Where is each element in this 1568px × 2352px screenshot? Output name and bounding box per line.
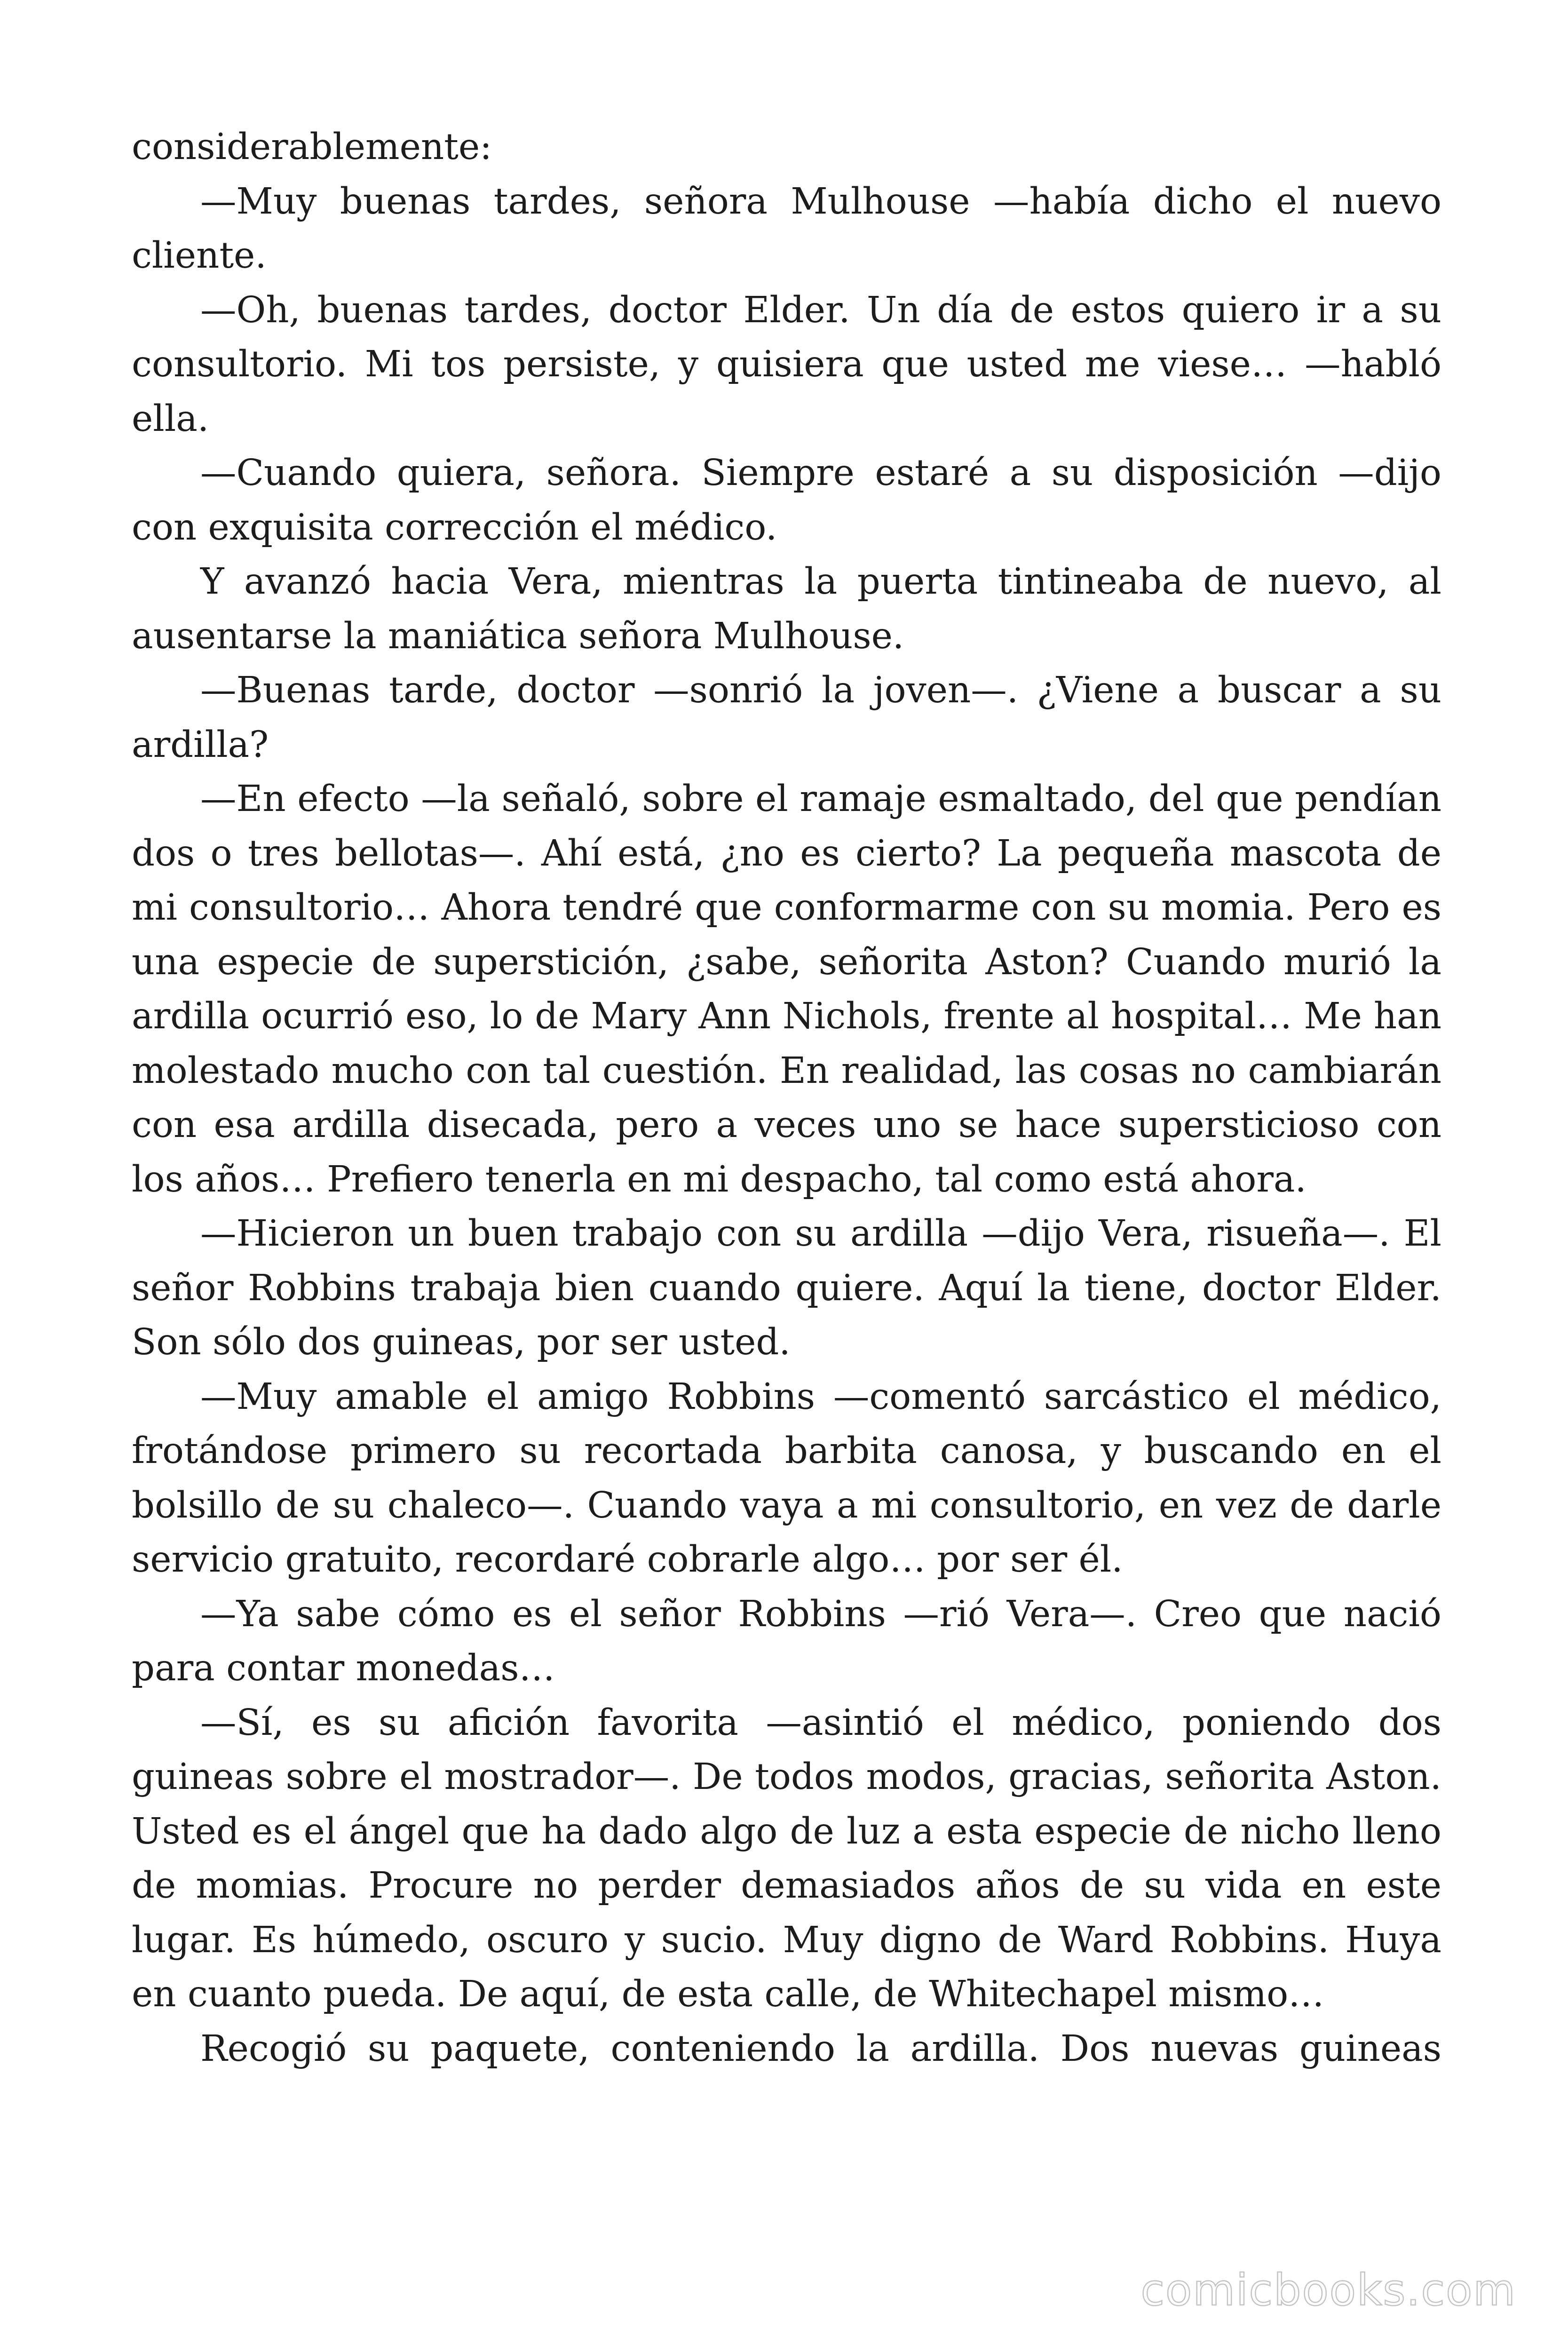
paragraph: Recogió su paquete, conteniendo la ardilla. Dos nuevas guineas <box>200 2027 1441 2070</box>
paragraph: —En efecto —la señaló, sobre el ramaje esmaltado, del que pendían dos o tres bellotas—. Ahí está, ¿no es cierto? La pequeña mascota de mi consultorio… Ahora tendré que conformarme con su momia. Pero es una especie de superstición, ¿sabe, señorita Aston? Cuando murió la ardilla ocurrió eso, lo de Mary Ann Nichols, frente al hospital… Me han molestado mucho con tal cuestión. En realidad, las cosas no cambiarán con esa ardilla disecada, pero a veces uno se hace supersticioso con los años… Prefiero tenerla en mi despacho, tal como está ahora. <box>132 778 1441 1200</box>
paragraph: —Muy amable el amigo Robbins —comentó sarcástico el médico, frotándose primero su recortada barbita canosa, y buscando en el bolsillo de su chaleco—. Cuando vaya a mi consultorio, en vez de darle servicio gratuito, recordaré cobrarle algo… por ser él. <box>132 1375 1441 1581</box>
paragraph: —Buenas tarde, doctor —sonrió la joven—. ¿Viene a buscar a su ardilla? <box>132 669 1441 766</box>
paragraph: —Hicieron un buen trabajo con su ardilla —dijo Vera, risueña—. El señor Robbins trabaja bien cuando quiere. Aquí la tiene, doctor Elder. Son sólo dos guineas, por ser usted. <box>132 1213 1441 1363</box>
paragraph: considerablemente: <box>132 126 492 168</box>
paragraph: —Oh, buenas tardes, doctor Elder. Un día de estos quiero ir a su consultorio. Mi tos persiste, y quisiera que usted me viese… —habló ella. <box>132 289 1441 440</box>
paragraph: —Cuando quiera, señora. Siempre estaré a su disposición —dijo con exquisita corrección el médico. <box>132 452 1441 548</box>
watermark: comicbooks.com <box>1140 2265 1516 2315</box>
paragraph: —Muy buenas tardes, señora Mulhouse —había dicho el nuevo cliente. <box>132 180 1441 277</box>
page-text <box>132 120 1441 2076</box>
paragraph: —Sí, es su afición favorita —asintió el médico, poniendo dos guineas sobre el mostrador—. De todos modos, gracias, señorita Aston. Usted es el ángel que ha dado algo de luz a esta especie de nicho lleno de momias. Procure no perder demasiados años de su vida en este lugar. Es húmedo, oscuro y sucio. Muy digno de Ward Robbins. Huya en cuanto pueda. De aquí, de esta calle, de Whitechapel mismo… <box>132 1701 1441 2015</box>
paragraph: Y avanzó hacia Vera, mientras la puerta tintineaba de nuevo, al ausentarse la maniática señora Mulhouse. <box>132 561 1441 657</box>
paragraph: —Ya sabe cómo es el señor Robbins —rió Vera—. Creo que nació para contar monedas… <box>132 1593 1441 1689</box>
